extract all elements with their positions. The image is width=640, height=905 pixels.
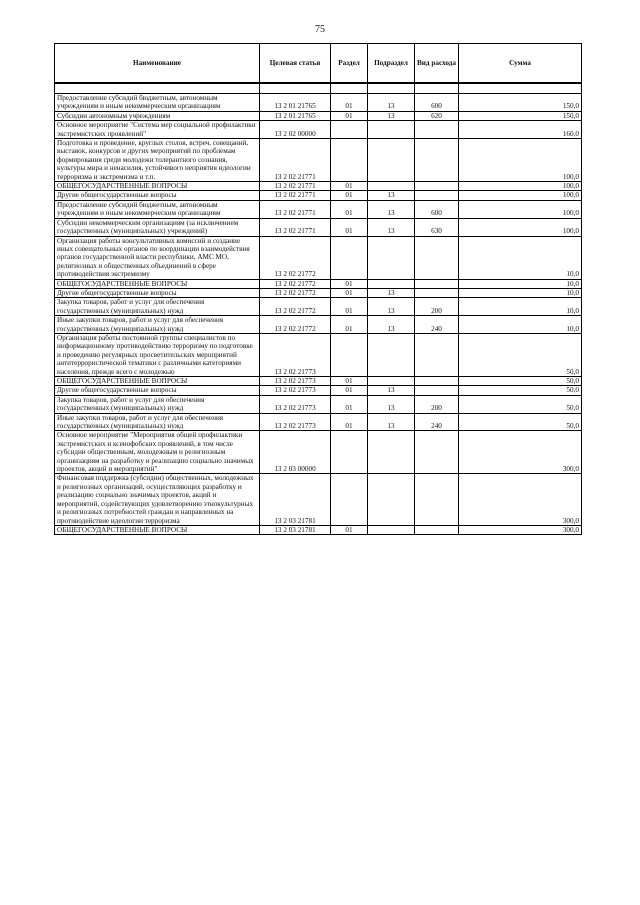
table-row (55, 218, 582, 236)
cell-amount: 50,0 (459, 413, 582, 431)
cell-target: 13 2 02 21773 (260, 333, 331, 376)
cell-target: 13 2 02 21771 (260, 191, 331, 200)
table-body (55, 94, 582, 535)
cell-section: 01 (331, 279, 368, 288)
cell-expense-type: 240 (415, 316, 459, 334)
cell-name: Организация работы консультативных комиссий и создание иных совещательных органов по координации взаимодействия органов государственной власти республики, АМС МО, религиозных и общественных объединений в сфере противодействия экстремизму (55, 236, 260, 279)
table-row (55, 121, 582, 139)
cell-section: 01 (331, 218, 368, 236)
table-row (55, 474, 582, 525)
cell-name: Предоставление субсидий бюджетным, автономным учреждениям и иным некоммерческим организациям (55, 200, 260, 218)
cell-target: 13 2 02 21773 (260, 386, 331, 395)
cell-subsection: 13 (368, 386, 415, 395)
cell-name: Организация работы постоянной группы специалистов по информационному противодействию терроризму по подготовке и проведению регулярных просветительских мероприятий антитеррористической тематики с различными категориями населения, прежде всего с молодежью (55, 333, 260, 376)
table-row (55, 377, 582, 386)
cell-amount: 50,0 (459, 333, 582, 376)
cell-section: 01 (331, 525, 368, 534)
cell-target: 13 2 02 21771 (260, 139, 331, 182)
cell-expense-type (415, 288, 459, 297)
cell-name: Основное мероприятие "Система мер социальной профилактики экстремистских проявлений" (55, 121, 260, 139)
cell-name: Другие общегосударственные вопросы (55, 191, 260, 200)
cell-expense-type (415, 139, 459, 182)
cell-subsection: 13 (368, 288, 415, 297)
cell-subsection (368, 121, 415, 139)
cell-target: 13 2 03 00000 (260, 431, 331, 474)
cell-expense-type: 200 (415, 395, 459, 413)
cell-subsection: 13 (368, 94, 415, 112)
cell-expense-type (415, 279, 459, 288)
cell-subsection: 13 (368, 413, 415, 431)
cell-expense-type: 600 (415, 94, 459, 112)
cell-section: 01 (331, 288, 368, 297)
cell-section: 01 (331, 395, 368, 413)
cell-expense-type (415, 525, 459, 534)
cell-target: 13 2 02 21772 (260, 316, 331, 334)
cell-expense-type (415, 474, 459, 525)
cell-expense-type (415, 377, 459, 386)
cell-section: 01 (331, 316, 368, 334)
cell-name: Основное мероприятие "Мероприятия общей профилактики экстремистских и ксенофобских проявлений, в том числе субсидии общественным, молодежным и религиозным организациям на разработку и реализацию социально значимых проектов, акций и мероприятий" (55, 431, 260, 474)
cell-subsection (368, 279, 415, 288)
cell-subsection: 13 (368, 316, 415, 334)
cell-expense-type (415, 333, 459, 376)
cell-expense-type: 600 (415, 200, 459, 218)
cell-amount: 150,0 (459, 94, 582, 112)
cell-subsection (368, 182, 415, 191)
cell-subsection: 13 (368, 191, 415, 200)
cell-name: Субсидии некоммерческим организациям (за исключением государственных (муниципальных) учреждений) (55, 218, 260, 236)
cell-amount: 50,0 (459, 395, 582, 413)
cell-section: 01 (331, 94, 368, 112)
cell-name: ОБЩЕГОСУДАРСТВЕННЫЕ ВОПРОСЫ (55, 279, 260, 288)
cell-amount: 100,0 (459, 182, 582, 191)
cell-target: 13 2 01 21765 (260, 94, 331, 112)
table-row (55, 111, 582, 120)
cell-target: 13 2 02 21772 (260, 236, 331, 279)
table-row (55, 236, 582, 279)
table-row (55, 182, 582, 191)
cell-name: ОБЩЕГОСУДАРСТВЕННЫЕ ВОПРОСЫ (55, 525, 260, 534)
cell-amount: 10,0 (459, 316, 582, 334)
header-spacer-row (55, 83, 582, 94)
header-subsection: Подраздел (368, 44, 415, 84)
cell-amount: 50,0 (459, 377, 582, 386)
cell-subsection (368, 377, 415, 386)
cell-name: Подготовка и проведение, круглых столов, встреч, совещаний, выставок, конкурсов и других мероприятий по проблемам формирования среди молодежи толерантного сознания, культуры мира и ненасилия, устойчивого неприятия идеологии терроризма и экстремизма и т.п. (55, 139, 260, 182)
cell-name: Другие общегосударственные вопросы (55, 288, 260, 297)
cell-target: 13 2 02 21771 (260, 200, 331, 218)
header-expense-type: Вид расхода (415, 44, 459, 84)
cell-target: 13 2 02 21772 (260, 279, 331, 288)
cell-subsection (368, 474, 415, 525)
cell-subsection (368, 525, 415, 534)
cell-expense-type: 200 (415, 298, 459, 316)
cell-section: 01 (331, 191, 368, 200)
cell-name: Иные закупки товаров, работ и услуг для обеспечения государственных (муниципальных) нужд (55, 316, 260, 334)
cell-amount: 300,0 (459, 431, 582, 474)
cell-name: Субсидии автономным учреждениям (55, 111, 260, 120)
cell-amount: 300,0 (459, 525, 582, 534)
cell-expense-type (415, 121, 459, 139)
cell-target: 13 2 02 21773 (260, 395, 331, 413)
table-row (55, 200, 582, 218)
cell-target: 13 2 02 21771 (260, 182, 331, 191)
header-target: Целевая статья (260, 44, 331, 84)
cell-amount: 10,0 (459, 279, 582, 288)
table-row (55, 386, 582, 395)
table-row (55, 395, 582, 413)
cell-amount: 10,0 (459, 288, 582, 297)
cell-name: Иные закупки товаров, работ и услуг для обеспечения государственных (муниципальных) нужд (55, 413, 260, 431)
cell-section: 01 (331, 377, 368, 386)
cell-section (331, 139, 368, 182)
cell-section: 01 (331, 182, 368, 191)
cell-subsection: 13 (368, 298, 415, 316)
cell-target: 13 2 03 21781 (260, 474, 331, 525)
cell-subsection: 13 (368, 395, 415, 413)
cell-amount: 100,0 (459, 191, 582, 200)
cell-target: 13 2 02 00000 (260, 121, 331, 139)
cell-subsection: 13 (368, 218, 415, 236)
page-number: 75 (315, 24, 325, 35)
cell-amount: 100,0 (459, 218, 582, 236)
cell-section (331, 474, 368, 525)
cell-target: 13 2 01 21765 (260, 111, 331, 120)
cell-target: 13 2 02 21773 (260, 377, 331, 386)
table-row (55, 139, 582, 182)
cell-subsection: 13 (368, 200, 415, 218)
table-row (55, 94, 582, 112)
cell-expense-type (415, 236, 459, 279)
cell-name: ОБЩЕГОСУДАРСТВЕННЫЕ ВОПРОСЫ (55, 182, 260, 191)
cell-subsection: 13 (368, 111, 415, 120)
table-row (55, 525, 582, 534)
table-row (55, 316, 582, 334)
table-row (55, 413, 582, 431)
header-name: Наименование (55, 44, 260, 84)
table-row (55, 279, 582, 288)
budget-table (54, 43, 582, 535)
cell-section: 01 (331, 200, 368, 218)
cell-section: 01 (331, 386, 368, 395)
cell-target: 13 2 03 21781 (260, 525, 331, 534)
cell-subsection (368, 139, 415, 182)
cell-subsection (368, 333, 415, 376)
table-row (55, 333, 582, 376)
cell-expense-type: 630 (415, 218, 459, 236)
cell-target: 13 2 02 21771 (260, 218, 331, 236)
cell-section: 01 (331, 111, 368, 120)
header-row (55, 44, 582, 84)
cell-target: 13 2 02 21772 (260, 288, 331, 297)
cell-amount: 100,0 (459, 139, 582, 182)
cell-expense-type: 620 (415, 111, 459, 120)
cell-section (331, 333, 368, 376)
table-row (55, 191, 582, 200)
cell-name: Финансовая поддержка (субсидии) общественных, молодежных и религиозных организаций, осуществляющих разработку и реализацию социально значимых проектов, акций и мероприятий, содействующих удовлетворению этнокультурных и религиозных потребностей граждан и направленных на противодействие идеологии терроризма (55, 474, 260, 525)
cell-section (331, 431, 368, 474)
cell-name: Закупка товаров, работ и услуг для обеспечения государственных (муниципальных) нужд (55, 298, 260, 316)
header-section: Раздел (331, 44, 368, 84)
cell-name: Предоставление субсидий бюджетным, автономным учреждениям и иным некоммерческим организациям (55, 94, 260, 112)
cell-amount: 10,0 (459, 236, 582, 279)
cell-amount: 50,0 (459, 386, 582, 395)
cell-amount: 10,0 (459, 298, 582, 316)
table-row (55, 298, 582, 316)
cell-expense-type (415, 191, 459, 200)
cell-name: Другие общегосударственные вопросы (55, 386, 260, 395)
cell-expense-type (415, 386, 459, 395)
cell-target: 13 2 02 21773 (260, 413, 331, 431)
cell-section (331, 121, 368, 139)
cell-subsection (368, 236, 415, 279)
table-row (55, 288, 582, 297)
cell-expense-type (415, 431, 459, 474)
cell-amount: 100,0 (459, 200, 582, 218)
cell-expense-type: 240 (415, 413, 459, 431)
cell-expense-type (415, 182, 459, 191)
cell-amount: 300,0 (459, 474, 582, 525)
cell-section: 01 (331, 413, 368, 431)
cell-name: Закупка товаров, работ и услуг для обеспечения государственных (муниципальных) нужд (55, 395, 260, 413)
cell-section: 01 (331, 298, 368, 316)
table-row (55, 431, 582, 474)
cell-name: ОБЩЕГОСУДАРСТВЕННЫЕ ВОПРОСЫ (55, 377, 260, 386)
cell-subsection (368, 431, 415, 474)
cell-amount: 150,0 (459, 111, 582, 120)
header-amount: Сумма (459, 44, 582, 84)
cell-amount: 160,0 (459, 121, 582, 139)
cell-target: 13 2 02 21772 (260, 298, 331, 316)
cell-section (331, 236, 368, 279)
